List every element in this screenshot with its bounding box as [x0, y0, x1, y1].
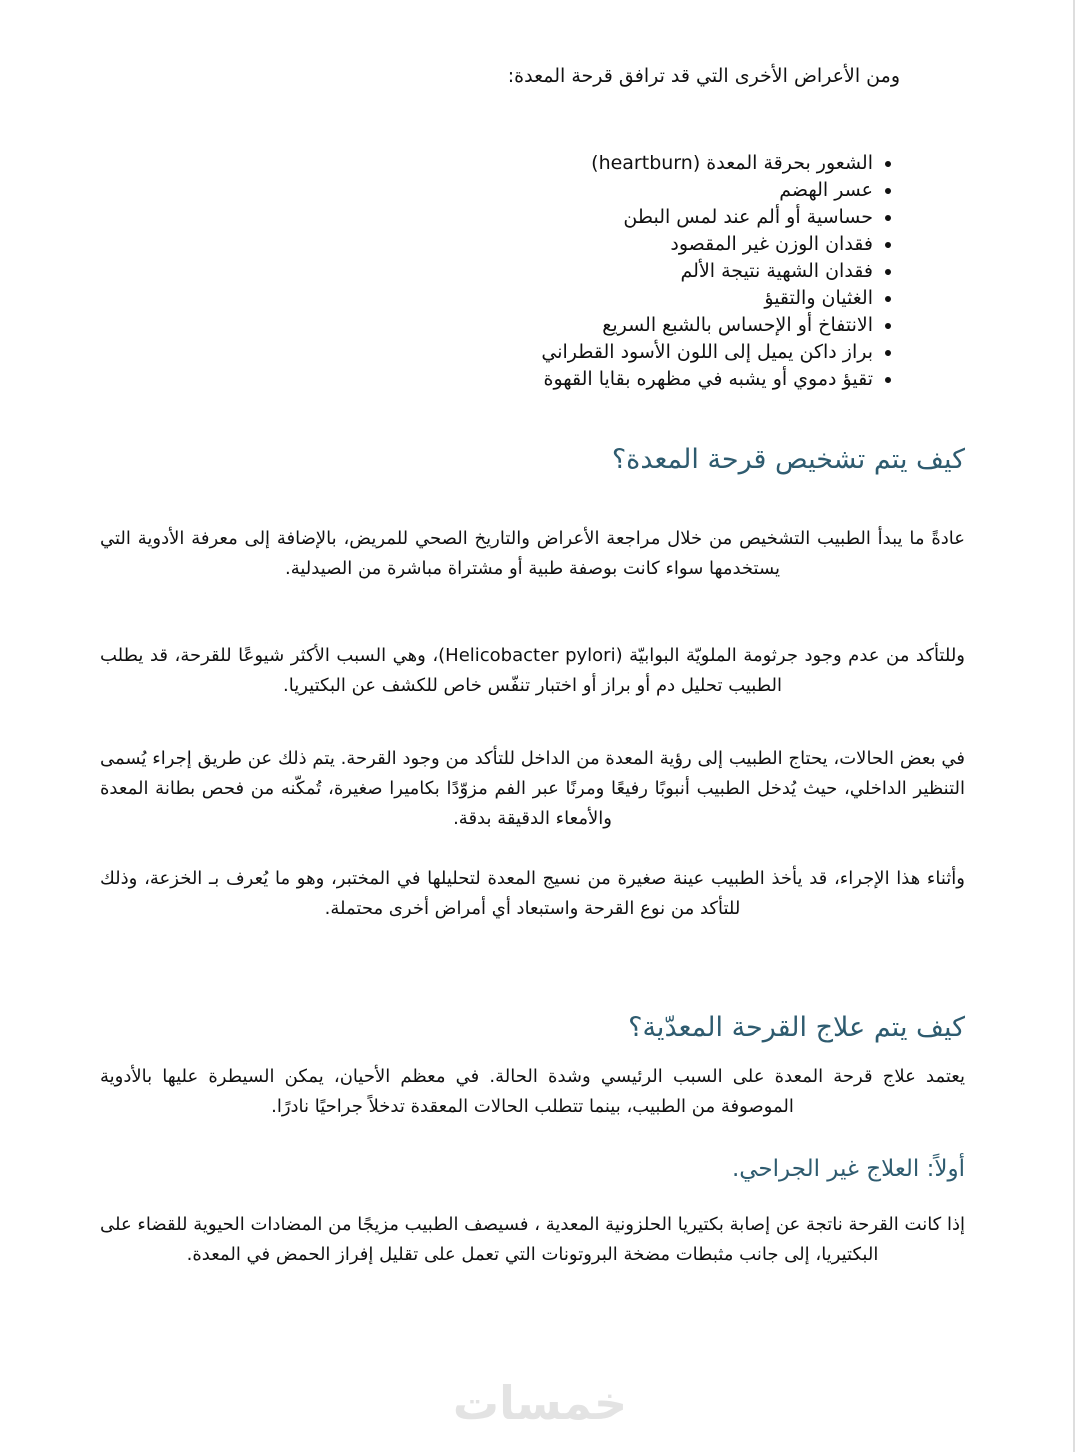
symptom-item: • براز داكن يميل إلى اللون الأسود القطراني	[100, 339, 873, 366]
diagnosis-heading: كيف يتم تشخيص قرحة المعدة؟	[611, 444, 965, 475]
symptom-item: • عسر الهضم	[100, 177, 873, 204]
diagnosis-paragraph-3: في بعض الحالات، يحتاج الطبيب إلى رؤية المعدة من الداخل للتأكد من وجود القرحة. يتم ذلك عن طريق إجراء يُسمى التنظير الداخلي، حيث يُدخل الطبيب أنبوبًا رفيعًا ومرنًا عبر الفم مزوّدًا بكاميرا صغيرة، تُمكّنه من فحص بطانة المعدة والأمعاء الدقيقة بدقة.	[100, 748, 965, 829]
symptom-item: • حساسية أو ألم عند لمس البطن	[100, 204, 873, 231]
diagnosis-paragraph-1: عادةً ما يبدأ الطبيب التشخيص من خلال مراجعة الأعراض والتاريخ الصحي للمريض، بالإضافة إلى معرفة الأدوية التي يستخدمها سواء كانت بوصفة طبية أو مشتراة مباشرة من الصيدلية.	[100, 528, 965, 579]
symptom-item: • فقدان الوزن غير المقصود	[100, 231, 873, 258]
symptom-item: • الغثيان والتقيؤ	[100, 285, 873, 312]
nonsurgical-treatment-paragraph: إذا كانت القرحة ناتجة عن إصابة بكتيريا الحلزونية المعدية ، فسيصف الطبيب مزيجًا من المضادات الحيوية للقضاء على البكتيريا، إلى جانب مثبطات مضخة البروتونات التي تعمل على تقليل إفراز الحمض في المعدة.	[100, 1214, 965, 1265]
symptom-item: • فقدان الشهية نتيجة الألم	[100, 258, 873, 285]
intro-line: ومن الأعراض الأخرى التي قد ترافق قرحة المعدة:	[507, 65, 900, 87]
diagnosis-paragraph-2: وللتأكد من عدم وجود جرثومة الملويّة البوابيّة (Helicobacter pylori)، وهي السبب الأكثر شيوعًا للقرحة، قد يطلب الطبيب تحليل دم أو براز أو اختبار تنفّس خاص للكشف عن البكتيريا.	[100, 645, 965, 696]
symptom-item: • الانتفاخ أو الإحساس بالشبع السريع	[100, 312, 873, 339]
nonsurgical-treatment-subheading: أولاً: العلاج غير الجراحي.	[731, 1156, 965, 1182]
symptom-item: • تقيؤ دموي أو يشبه في مظهره بقايا القهوة	[100, 366, 873, 393]
scan-edge-line	[1073, 0, 1075, 1452]
treatment-paragraph: يعتمد علاج قرحة المعدة على السبب الرئيسي وشدة الحالة. في معظم الأحيان، يمكن السيطرة عليها بالأدوية الموصوفة من الطبيب، بينما تتطلب الحالات المعقدة تدخلاً جراحيًا نادرًا.	[100, 1066, 965, 1117]
khamsat-watermark: خمسات	[452, 1376, 628, 1430]
symptom-item: • الشعور بحرقة المعدة (heartburn)	[100, 150, 873, 177]
symptoms-list	[100, 150, 895, 393]
diagnosis-paragraph-4: وأثناء هذا الإجراء، قد يأخذ الطبيب عينة صغيرة من نسيج المعدة لتحليلها في المختبر، وهو ما يُعرف بـ الخزعة، وذلك للتأكد من نوع القرحة واستبعاد أي أمراض أخرى محتملة.	[100, 868, 965, 919]
treatment-heading: كيف يتم علاج القرحة المعدّية؟	[628, 1012, 965, 1043]
